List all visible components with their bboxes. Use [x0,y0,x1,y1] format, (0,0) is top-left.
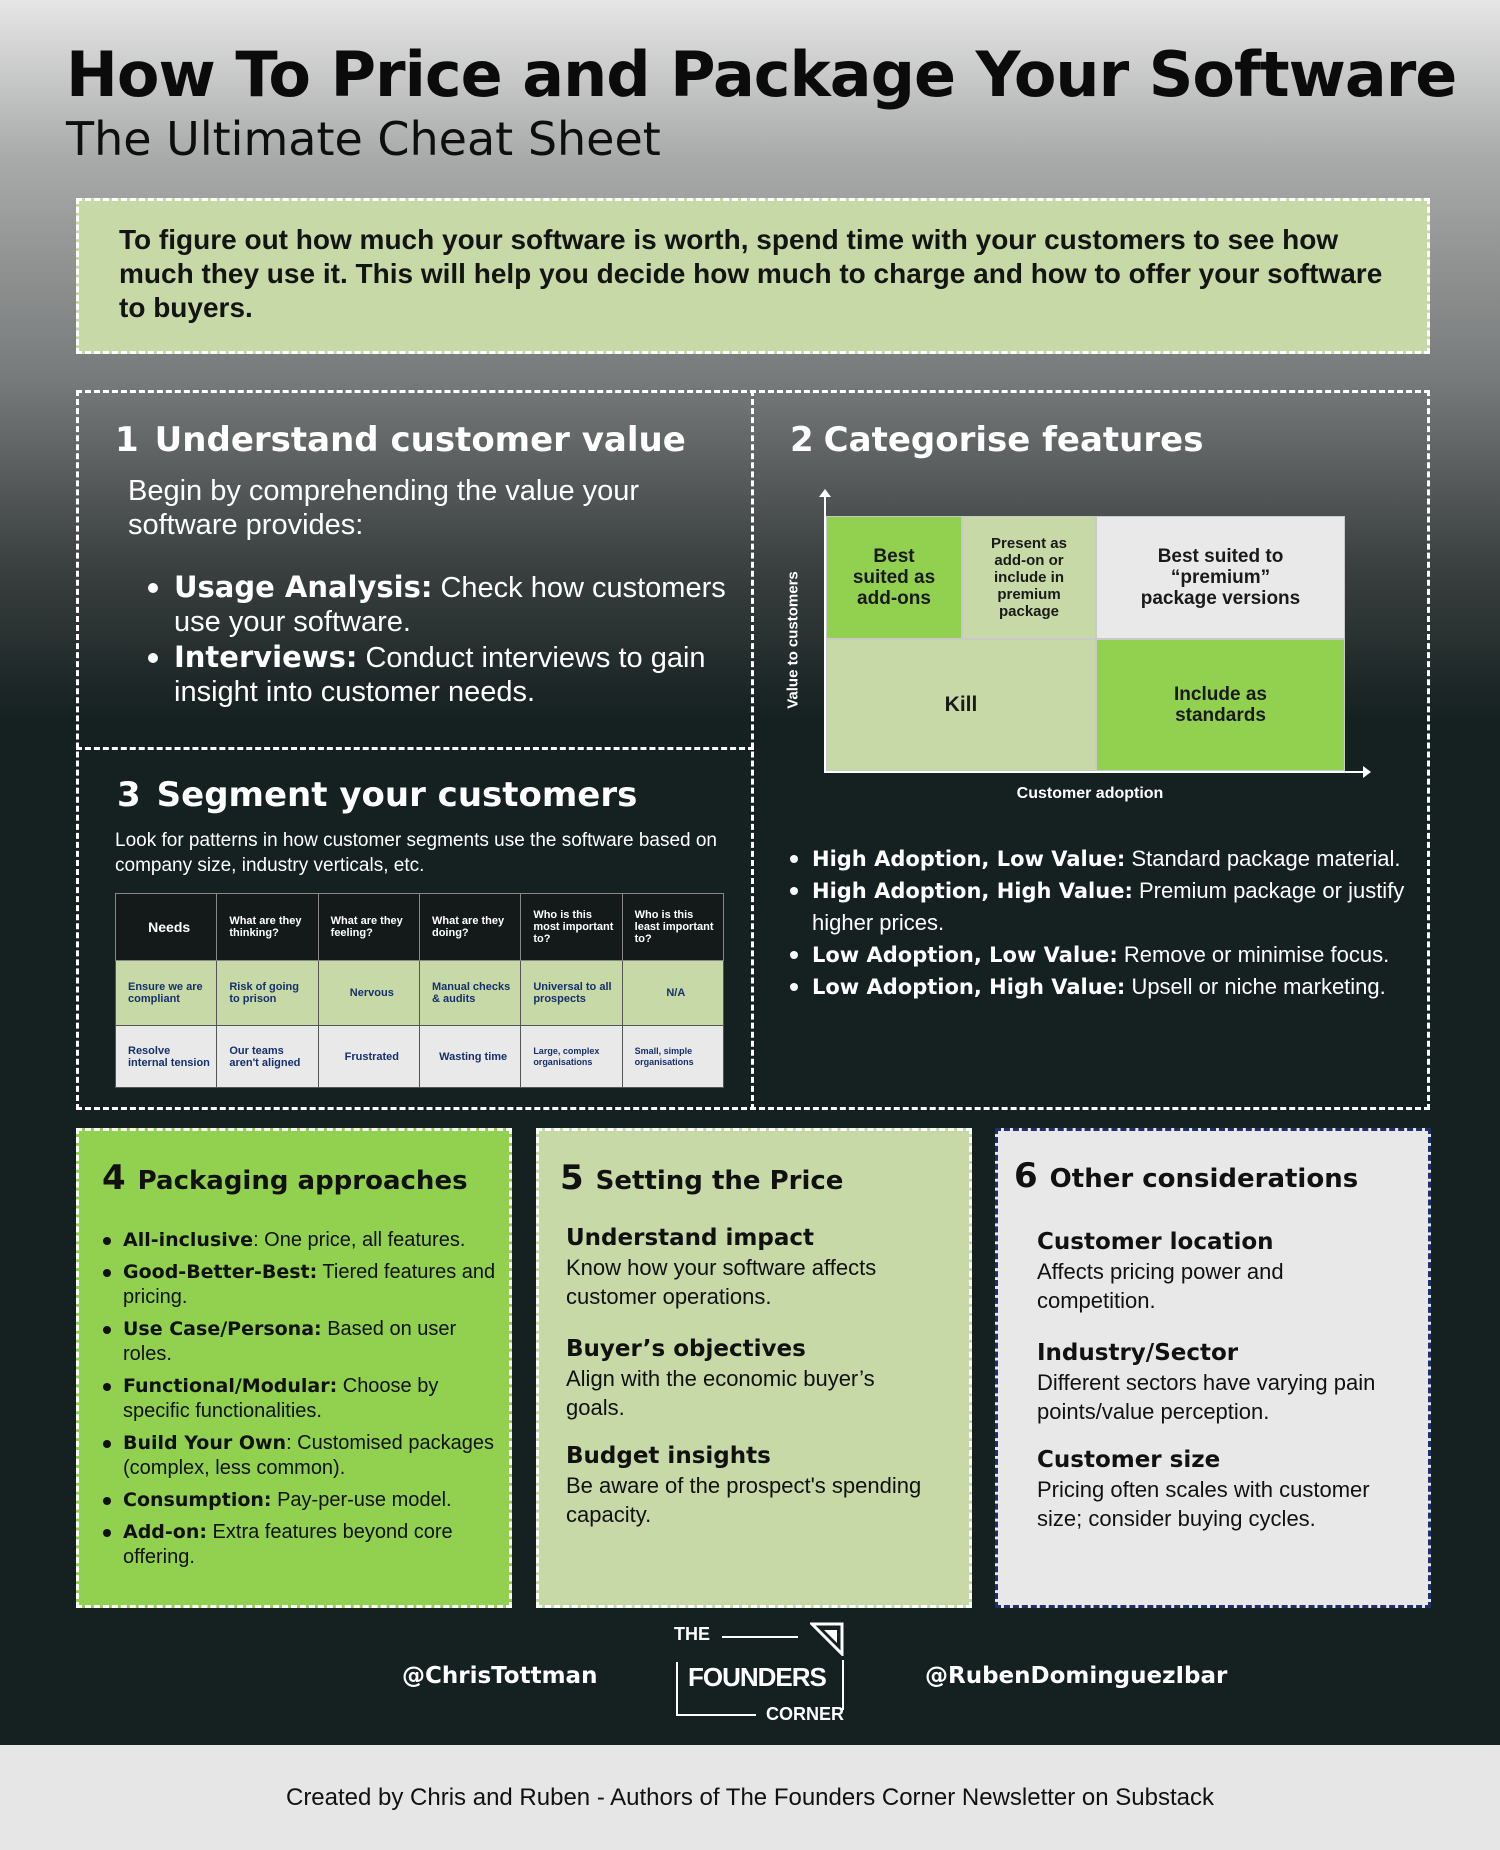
section-4-title: Packaging approaches [137,1166,468,1196]
section-divider-vertical [751,390,754,1110]
section-6-item [1037,1227,1397,1315]
bullet-label: Use Case/Persona: [123,1318,322,1340]
bullet-label: All-inclusive [123,1229,254,1251]
section-5-title: Setting the Price [595,1166,844,1196]
y-axis-label: Value to customers [784,571,802,709]
section-2-title: Categorise features [823,420,1204,460]
logo-corner-icon [810,1622,844,1656]
list-item [101,1260,501,1310]
table-cell: Nervous [318,961,419,1026]
x-axis-label: Customer adoption [1016,785,1164,802]
page-subtitle: The Ultimate Cheat Sheet [66,112,661,166]
logo-bottom-text: CORNER [766,1704,845,1724]
table-row [116,1026,724,1088]
section-6-item [1037,1445,1397,1533]
section-6-heading [1014,1156,1358,1196]
bullet-text: Choose by specific functionalities. [123,1375,439,1422]
bullet-label: High Adoption, High Value: [812,879,1133,903]
list-item [148,640,728,709]
bullet-label: Low Adoption, Low Value: [812,943,1118,967]
item-title: Budget insights [566,1443,771,1469]
table-cell: Ensure we are compliant [116,961,217,1026]
table-cell: Our teams aren't aligned [217,1026,318,1088]
matrix-cell-premium: Best suited to “premium” package versions [1096,516,1345,639]
item-title: Customer size [1037,1447,1221,1473]
item-text: Align with the economic buyer’s goals. [566,1366,875,1420]
section-1-list [148,570,728,710]
item-title: Industry/Sector [1037,1340,1239,1366]
section-1-number: 1 [115,420,139,460]
bullet-text: Based on user roles. [123,1318,457,1365]
item-text: Different sectors have varying pain points/value perception. [1037,1370,1376,1424]
list-item [101,1488,501,1513]
page-title: How To Price and Package Your Software [66,38,1457,111]
section-5-item [566,1334,926,1422]
table-cell: N/A [622,961,723,1026]
bullet-text: : Customised packages (complex, less common). [123,1432,494,1479]
logo-bottom-rule [676,1714,756,1716]
list-item [101,1520,501,1570]
founders-corner-logo [672,1620,852,1732]
table-cell: Risk of going to prison [217,961,318,1026]
section-1-title: Understand customer value [154,420,686,460]
section-1-heading [115,420,686,460]
bullet-text: Premium package or justify higher prices. [812,878,1405,935]
bullet-label: Usage Analysis: [174,570,433,604]
bullet-text: Check how customers use your software. [174,572,726,638]
section-4-list [101,1228,501,1577]
bullet-text: Pay-per-use model. [271,1489,452,1511]
right-social-handle[interactable]: @RubenDominguezIbar [925,1663,1228,1689]
section-4-heading [102,1158,468,1198]
section-6-title: Other considerations [1049,1164,1359,1194]
matrix-cell-add-ons: Best suited as add-ons [826,516,962,639]
list-item [101,1431,501,1481]
table-header-cell: Who is this most important to? [521,894,622,961]
item-title: Buyer’s objectives [566,1336,806,1362]
item-text: Affects pricing power and competition. [1037,1259,1284,1313]
matrix-cell-add-on-or-premium: Present as add-on or include in premium package [962,516,1096,639]
item-text: Be aware of the prospect's spending capacity. [566,1473,922,1527]
list-item [790,939,1410,971]
list-item [101,1228,501,1253]
table-header-cell: Who is this least important to? [622,894,723,961]
bullet-label: Consumption: [123,1489,272,1511]
matrix-cell-kill: Kill [826,639,1096,771]
bullet-text: Standard package material. [1131,846,1401,871]
section-divider-horizontal [76,747,754,750]
bullet-label: Interviews: [174,640,358,674]
matrix-cell-standards: Include as standards [1096,639,1345,771]
list-item [148,570,728,639]
section-3-number: 3 [117,775,141,815]
bullet-label: Build Your Own [123,1432,287,1454]
item-title: Customer location [1037,1229,1274,1255]
table-header-cell: What are they feeling? [318,894,419,961]
section-2-heading [790,420,1203,460]
bullet-text: Extra features beyond core offering. [123,1521,453,1568]
footer-credit: Created by Chris and Ruben - Authors of The Founders Corner Newsletter on Substack [0,1745,1500,1850]
item-title: Understand impact [566,1225,814,1251]
table-cell: Universal to all prospects [521,961,622,1026]
bullet-label: High Adoption, Low Value: [812,847,1126,871]
table-header-cell: Needs [116,894,217,961]
table-cell: Frustrated [318,1026,419,1088]
bullet-label: Add-on: [123,1521,207,1543]
bullet-text: : One price, all features. [253,1229,466,1251]
section-6-item [1037,1338,1397,1426]
list-item [101,1374,501,1424]
bullet-label: Functional/Modular: [123,1375,338,1397]
section-6-number: 6 [1014,1156,1038,1196]
section-1-lead: Begin by comprehending the value your software provides: [128,475,640,541]
table-cell: Manual checks & audits [419,961,520,1026]
list-item [790,875,1410,939]
list-item [790,843,1410,875]
segment-table [115,893,724,1088]
bullet-text: Upsell or niche marketing. [1131,974,1386,999]
section-5-number: 5 [560,1158,584,1198]
table-cell: Resolve internal tension [116,1026,217,1088]
list-item [101,1317,501,1367]
section-5-item [566,1223,926,1311]
section-3-title: Segment your customers [156,775,638,815]
item-text: Know how your software affects customer operations. [566,1255,877,1309]
logo-right-rule [842,1660,844,1710]
logo-middle-text: FOUNDERS [688,1662,826,1692]
table-cell: Small, simple organisations [622,1026,723,1088]
section-5-item [566,1441,926,1529]
x-axis-arrow [824,771,1365,773]
table-cell: Wasting time [419,1026,520,1088]
section-3-lead: Look for patterns in how customer segments use the software based on company size, industry verticals, etc. [115,830,717,876]
section-2-list [790,843,1410,1003]
bullet-label: Good-Better-Best: [123,1261,318,1283]
table-cell: Large, complex organisations [521,1026,622,1088]
bullet-label: Low Adoption, High Value: [812,975,1126,999]
intro-callout: To figure out how much your software is worth, spend time with your customers to see how much they use it. This will help you decide how much to charge and how to offer your software to buyers. [76,198,1430,354]
table-header-row [116,894,724,961]
table-row [116,961,724,1026]
list-item [790,971,1410,1003]
section-5-heading [560,1158,843,1198]
left-social-handle[interactable]: @ChrisTottman [402,1663,598,1689]
table-header-cell: What are they thinking? [217,894,318,961]
bullet-text: Conduct interviews to gain insight into customer needs. [174,642,706,708]
bullet-text: Remove or minimise focus. [1123,942,1390,967]
logo-top-rule [722,1636,798,1638]
section-3-heading [117,775,637,815]
section-2-number: 2 [790,420,814,460]
table-header-cell: What are they doing? [419,894,520,961]
item-text: Pricing often scales with customer size; consider buying cycles. [1037,1477,1370,1531]
logo-left-rule [676,1662,678,1714]
bullet-text: Tiered features and pricing. [123,1261,496,1308]
section-4-number: 4 [102,1158,126,1198]
logo-top-text: THE [674,1624,710,1644]
